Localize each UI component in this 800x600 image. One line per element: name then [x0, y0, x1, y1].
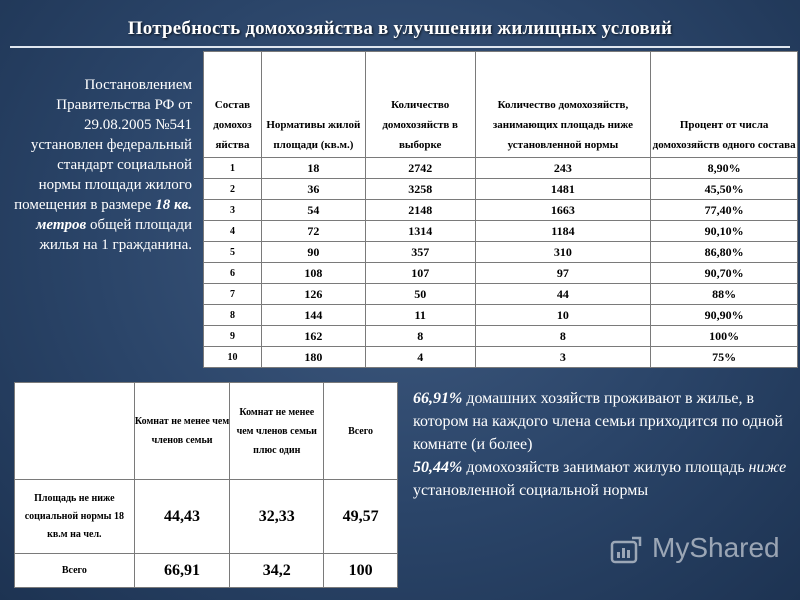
- table-cell: 108: [261, 263, 365, 284]
- table-cell: 8,90%: [651, 158, 798, 179]
- header-cell: Количество домохозяйств в выборке: [365, 52, 475, 158]
- table-cell: 44: [475, 284, 651, 305]
- table-cell: 180: [261, 347, 365, 368]
- table-cell: 126: [261, 284, 365, 305]
- table-cell: 50: [365, 284, 475, 305]
- table-cell: 90,10%: [651, 221, 798, 242]
- table-row: [15, 554, 398, 588]
- table-cell: 3: [204, 200, 262, 221]
- header-cell: Процент от числа домохозяйств одного состава: [651, 52, 798, 158]
- table-cell: 2148: [365, 200, 475, 221]
- header-cell: Количество домохозяйств, занимающих площадь ниже установленной нормы: [475, 52, 651, 158]
- header-cell: Комнат не менее чем членов семьи: [134, 383, 230, 480]
- table-row: [204, 347, 798, 368]
- table-cell: 7: [204, 284, 262, 305]
- table-cell: 9: [204, 326, 262, 347]
- table-cell: 54: [261, 200, 365, 221]
- finding-two-percent: 50,44%: [413, 459, 463, 476]
- table-cell: 49,57: [324, 480, 398, 554]
- table-header-row: [204, 52, 798, 158]
- table-cell: 3258: [365, 179, 475, 200]
- table-cell: 243: [475, 158, 651, 179]
- finding-two-text: домохозяйств занимают жилую площадь: [462, 459, 749, 476]
- table-cell: 162: [261, 326, 365, 347]
- finding-one-text: домашних хозяйств проживают в жилье, в котором на каждого члена семьи приходится по одной комнате (и более): [413, 390, 783, 453]
- header-cell-empty: [15, 383, 135, 480]
- table-cell: 88%: [651, 284, 798, 305]
- header-cell: Всего: [324, 383, 398, 480]
- table-cell: 3: [475, 347, 651, 368]
- table-cell: 1663: [475, 200, 651, 221]
- finding-one: [413, 387, 788, 456]
- table-cell: 97: [475, 263, 651, 284]
- myshared-watermark: [610, 530, 790, 574]
- table-cell: 1314: [365, 221, 475, 242]
- table-row: [204, 284, 798, 305]
- title-divider: [10, 46, 790, 48]
- table-cell: 1184: [475, 221, 651, 242]
- table-cell: 72: [261, 221, 365, 242]
- table-row: [204, 158, 798, 179]
- finding-one-percent: 66,91%: [413, 390, 463, 407]
- table-cell: 8: [475, 326, 651, 347]
- finding-two: [413, 456, 788, 502]
- table-row: [204, 179, 798, 200]
- table-cell: 32,33: [230, 480, 324, 554]
- page-title: Потребность домохозяйства в улучшении жилищных условий: [127, 18, 673, 39]
- table-row: [204, 221, 798, 242]
- standard-text-before: Постановлением Правительства РФ от 29.08.2005 №541 установлен федеральный стандарт социальной нормы площади жилого помещения в размере: [14, 77, 192, 213]
- table-cell: 66,91: [134, 554, 230, 588]
- standard-description: [12, 75, 192, 255]
- standard-text-after: общей площади жилья на 1 гражданина.: [39, 217, 192, 253]
- table-cell: 36: [261, 179, 365, 200]
- table-cell: 8: [204, 305, 262, 326]
- standard-area-highlight: 18 кв. метров: [36, 197, 192, 233]
- table-cell: 1481: [475, 179, 651, 200]
- table-cell: 86,80%: [651, 242, 798, 263]
- row-label: Площадь не ниже социальной нормы 18 кв.м на чел.: [15, 480, 135, 554]
- findings-text: [413, 387, 788, 502]
- table-row: [204, 242, 798, 263]
- table-cell: 6: [204, 263, 262, 284]
- table-cell: 310: [475, 242, 651, 263]
- finding-two-end: установленной социальной нормы: [413, 482, 649, 499]
- table-cell: 77,40%: [651, 200, 798, 221]
- table-cell: 100%: [651, 326, 798, 347]
- table-row: [204, 305, 798, 326]
- table-row: [15, 480, 398, 554]
- table-cell: 10: [475, 305, 651, 326]
- table-cell: 90: [261, 242, 365, 263]
- table-cell: 10: [204, 347, 262, 368]
- table-cell: 4: [365, 347, 475, 368]
- table-cell: 18: [261, 158, 365, 179]
- watermark-text: MyShared: [652, 532, 780, 563]
- table-cell: 75%: [651, 347, 798, 368]
- table-cell: 2742: [365, 158, 475, 179]
- table-cell: 44,43: [134, 480, 230, 554]
- household-needs-table: [203, 51, 798, 368]
- table-row: [204, 200, 798, 221]
- table-cell: 90,90%: [651, 305, 798, 326]
- row-label: Всего: [15, 554, 135, 588]
- table-row: [204, 263, 798, 284]
- table-cell: 45,50%: [651, 179, 798, 200]
- table-cell: 8: [365, 326, 475, 347]
- table-cell: 90,70%: [651, 263, 798, 284]
- table-cell: 107: [365, 263, 475, 284]
- rooms-summary-table: [14, 382, 398, 588]
- table-cell: 11: [365, 305, 475, 326]
- header-cell: Нормативы жилой площади (кв.м.): [261, 52, 365, 158]
- myshared-logo-icon: [610, 534, 644, 568]
- table-header-row: [15, 383, 398, 480]
- table-cell: 34,2: [230, 554, 324, 588]
- table-row: [204, 326, 798, 347]
- table-cell: 5: [204, 242, 262, 263]
- table-cell: 1: [204, 158, 262, 179]
- table-cell: 144: [261, 305, 365, 326]
- header-cell: Состав домохоз яйства: [204, 52, 262, 158]
- table-cell: 357: [365, 242, 475, 263]
- finding-two-emphasis: ниже: [748, 459, 787, 476]
- header-cell: Комнат не менее чем членов семьи плюс один: [230, 383, 324, 480]
- table-cell: 2: [204, 179, 262, 200]
- table-cell: 4: [204, 221, 262, 242]
- table-cell: 100: [324, 554, 398, 588]
